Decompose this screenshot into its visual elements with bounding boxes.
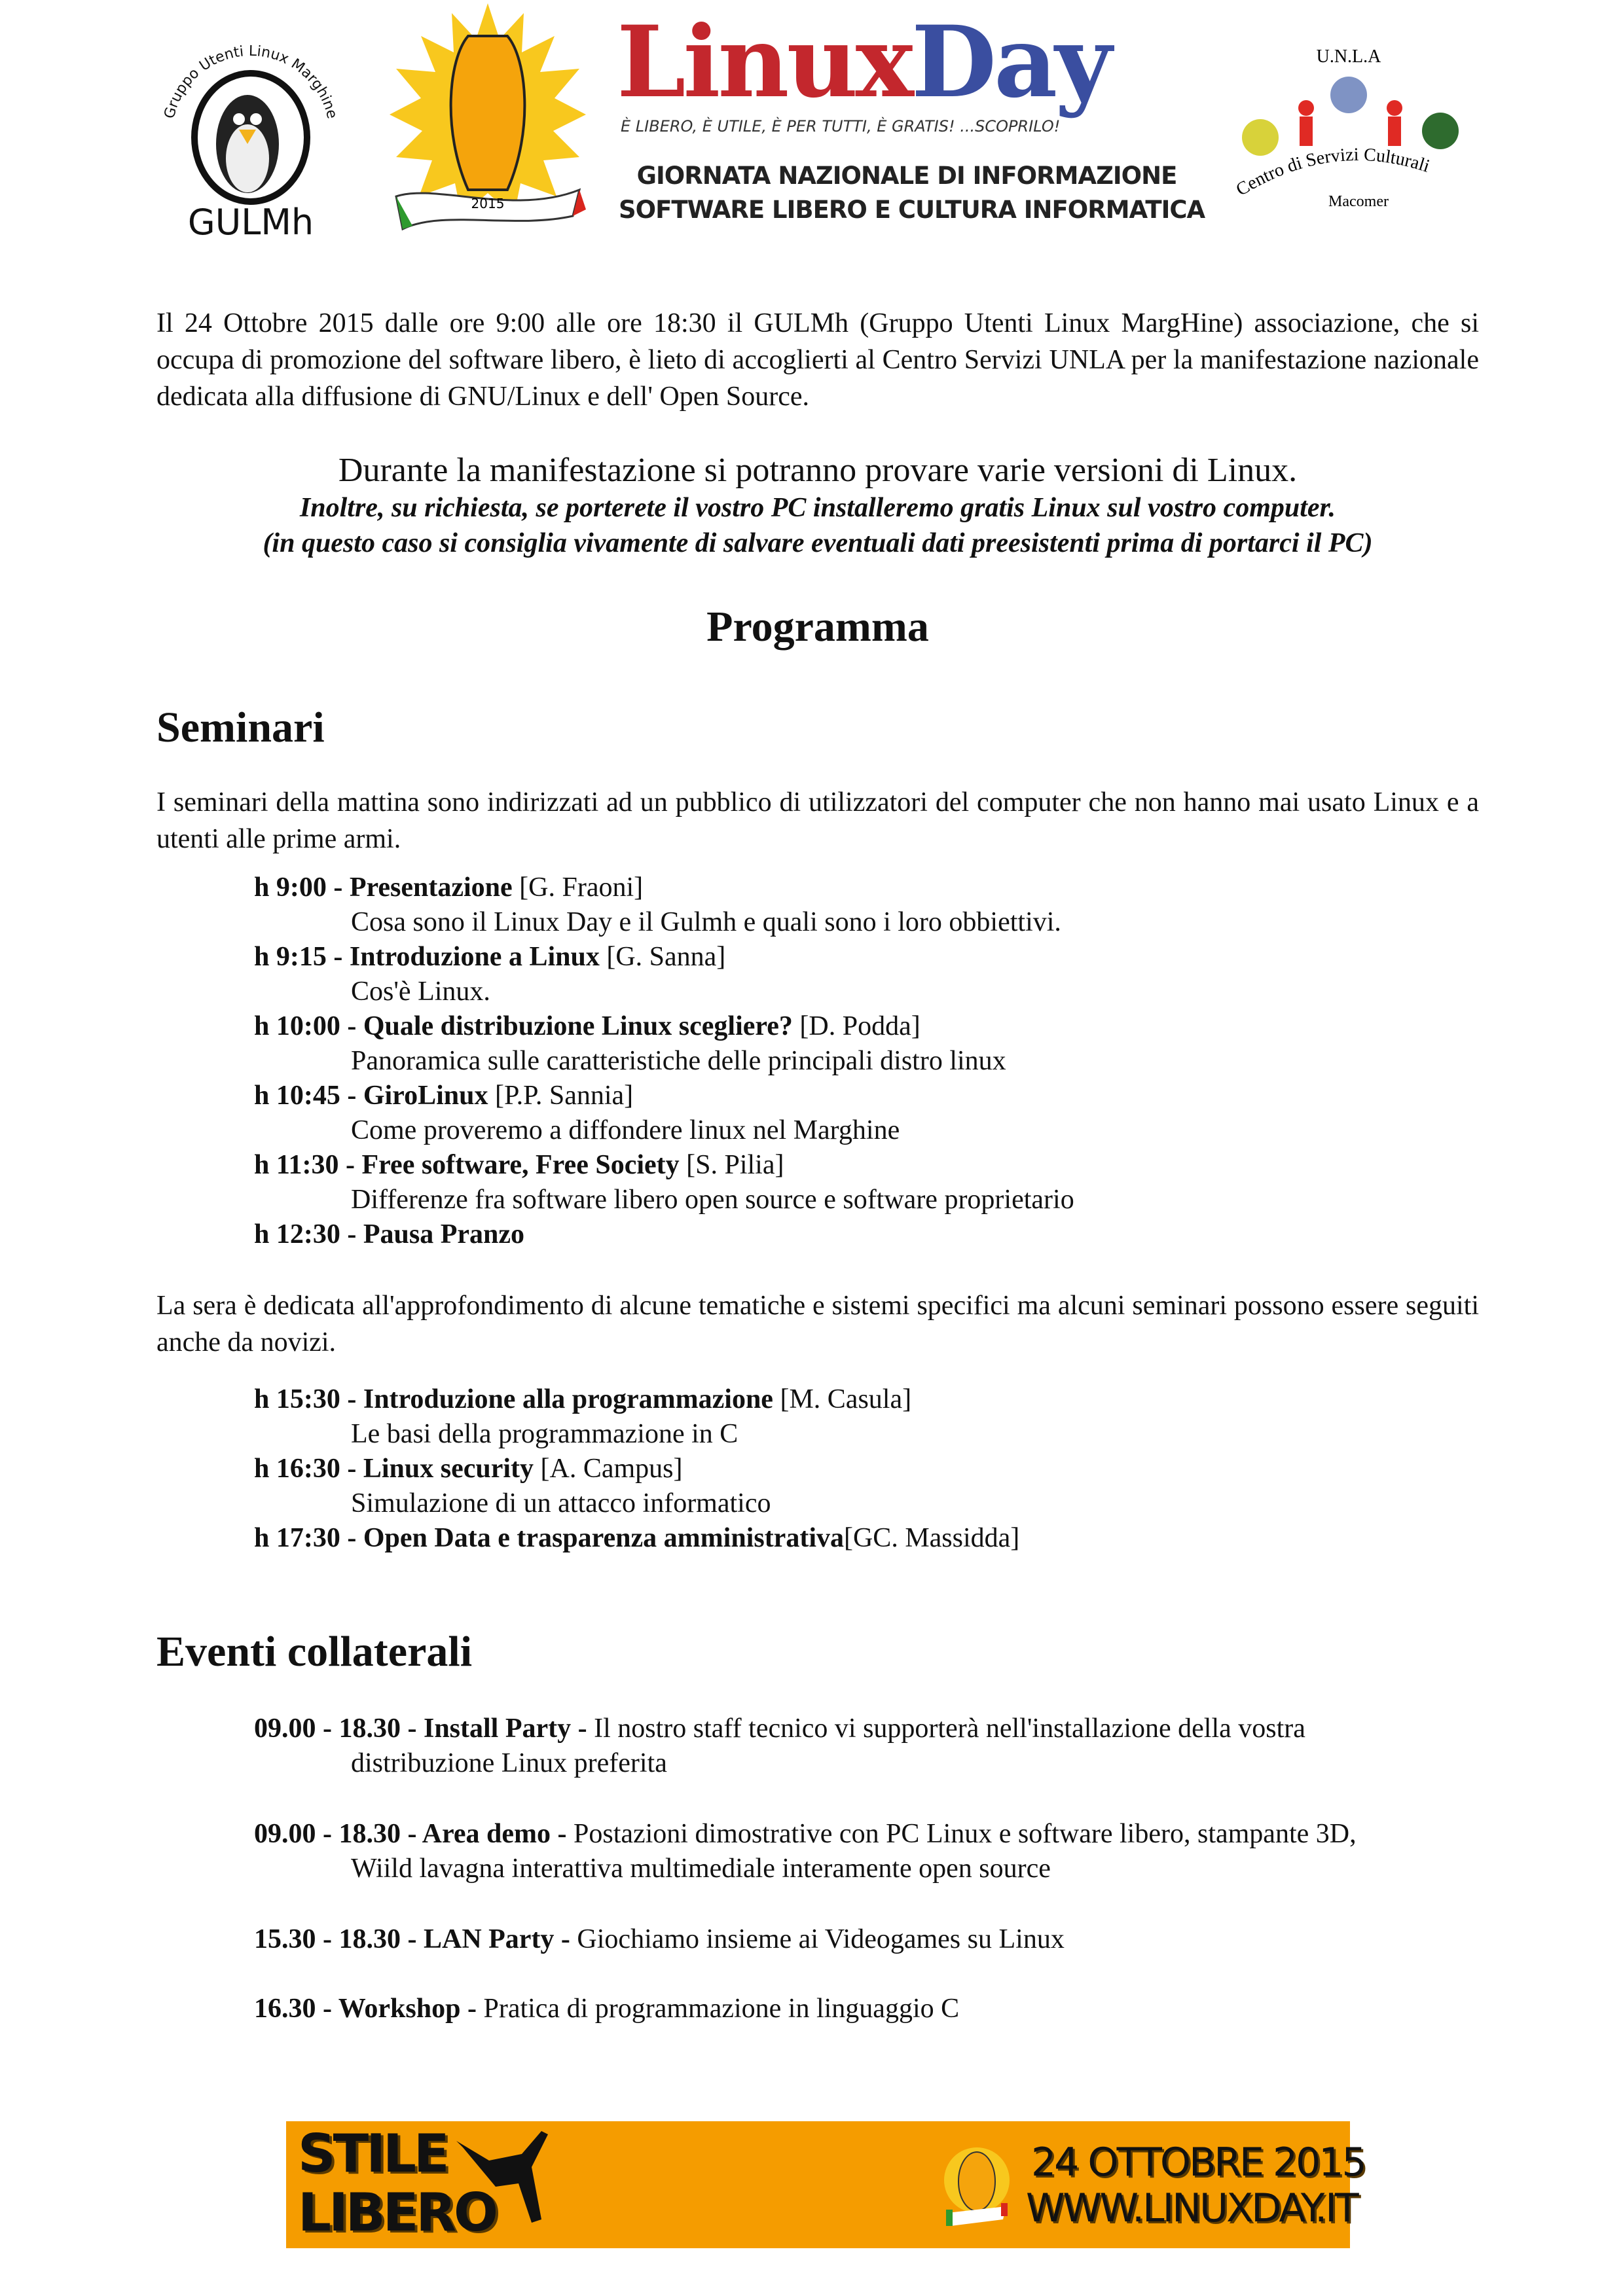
- seminari-evening-intro: La sera è dedicata all'approfondimento di alcune tematiche e sistemi specifici ma alcuni seminari possono essere seguiti anche da novizi.: [156, 1291, 1479, 1357]
- schedule-item: [254, 1382, 1019, 1452]
- svg-text:Gruppo Utenti Linux Marghine: Gruppo Utenti Linux Marghine: [162, 43, 339, 120]
- evening-schedule: [254, 1382, 1019, 1556]
- unla-logo: [1231, 39, 1486, 216]
- svg-text:U.N.L.A: U.N.L.A: [1316, 46, 1381, 67]
- schedule-speaker: [M. Casula]: [773, 1384, 912, 1414]
- schedule-item: [254, 1452, 1019, 1521]
- linuxday-sun-logo: [383, 0, 593, 242]
- schedule-time: h 10:00 -: [254, 1011, 363, 1041]
- event-description: Il nostro staff tecnico vi supporterà nell'installazione della vostra: [594, 1713, 1305, 1744]
- banner-stile: STILE: [298, 2123, 447, 2184]
- svg-text:Centro di Servizi Culturali: Centro di Servizi Culturali: [1232, 144, 1432, 200]
- seminari-morning-intro: I seminari della mattina sono indirizzati ad un pubblico di utilizzatori del computer che non hanno mai usato Linux e a utenti alle prime armi.: [156, 787, 1479, 854]
- highlight-line-1: Durante la manifestazione si potranno provare varie versioni di Linux.: [338, 452, 1298, 489]
- schedule-time: h 11:30 -: [254, 1150, 362, 1180]
- schedule-title: Pausa Pranzo: [363, 1219, 524, 1249]
- schedule-time: h 12:30 -: [254, 1219, 363, 1249]
- schedule-time: h 16:30 -: [254, 1454, 363, 1484]
- schedule-title: Introduzione a Linux: [349, 942, 600, 972]
- schedule-line: [254, 1079, 1074, 1113]
- programma-title: Programma: [706, 603, 929, 651]
- event-item: [254, 1992, 1357, 2026]
- event-description-cont: Wiild lavagna interattiva multimediale interamente open source: [351, 1854, 1051, 1884]
- schedule-speaker: [G. Fraoni]: [512, 872, 644, 903]
- event-item: [254, 1712, 1357, 1781]
- schedule-speaker: [D. Podda]: [792, 1011, 921, 1041]
- schedule-description: Differenze fra software libero open source e software proprietario: [351, 1185, 1074, 1215]
- banner-libero: LIBERO: [298, 2182, 496, 2243]
- header-subtitle-2: SOFTWARE LIBERO E CULTURA INFORMATICA: [619, 196, 1205, 224]
- schedule-description: Simulazione di un attacco informatico: [351, 1488, 771, 1518]
- schedule-line: [254, 870, 1074, 905]
- highlight-line-3: (in questo caso si consiglia vivamente di salvare eventuali dati preesistenti prima di portarci il PC): [263, 528, 1373, 558]
- event-heading: 09.00 - 18.30 - Area demo -: [254, 1819, 574, 1849]
- schedule-description: Le basi della programmazione in C: [351, 1419, 739, 1449]
- event-heading: 16.30 - Workshop -: [254, 1994, 484, 2024]
- schedule-item: [254, 870, 1074, 940]
- schedule-time: h 9:00 -: [254, 872, 350, 903]
- schedule-description: Come proveremo a diffondere linux nel Marghine: [351, 1115, 900, 1145]
- banner-site[interactable]: WWW.LINUXDAY.IT: [1026, 2185, 1357, 2231]
- schedule-item: [254, 940, 1074, 1009]
- schedule-speaker: [P.P. Sannia]: [488, 1081, 634, 1111]
- intro-paragraph: Il 24 Ottobre 2015 dalle ore 9:00 alle ore 18:30 il GULMh (Gruppo Utenti Linux MargHine) associazione, che si occupa di promozione del software libero, è lieto di accoglierti al Centro Servizi UNLA per la manifestazione nazionale dedicata alla diffusione di GNU/Linux e dell' Open Source.: [156, 308, 1479, 412]
- schedule-speaker: [A. Campus]: [534, 1454, 683, 1484]
- schedule-time: h 15:30 -: [254, 1384, 363, 1414]
- schedule-title: Quale distribuzione Linux scegliere?: [363, 1011, 793, 1041]
- schedule-title: Linux security: [363, 1454, 534, 1484]
- schedule-speaker: [S. Pilia]: [679, 1150, 784, 1180]
- schedule-description: Panoramica sulle caratteristiche delle principali distro linux: [351, 1046, 1006, 1076]
- eventi-title: Eventi collaterali: [156, 1628, 473, 1676]
- footer-banner: [286, 2121, 1365, 2248]
- gulmh-logo: [162, 26, 339, 243]
- schedule-speaker: [G. Sanna]: [599, 942, 726, 972]
- svg-text:2015: 2015: [471, 196, 505, 211]
- svg-text:Macomer: Macomer: [1328, 193, 1389, 210]
- eventi-list: [254, 1712, 1357, 2026]
- linuxday-mini-logo-icon: [941, 2141, 1013, 2233]
- event-line: [254, 1712, 1357, 1746]
- header-subtitle-1: GIORNATA NAZIONALE DI INFORMAZIONE: [636, 162, 1177, 190]
- linuxday-word-day: Day: [911, 5, 1110, 120]
- banner-date: 24 OTTOBRE 2015: [1031, 2140, 1365, 2185]
- schedule-item: [254, 1148, 1074, 1217]
- event-description: Postazioni dimostrative con PC Linux e software libero, stampante 3D,: [573, 1819, 1357, 1849]
- schedule-description: Cos'è Linux.: [351, 977, 490, 1007]
- schedule-line: [254, 1009, 1074, 1044]
- schedule-speaker: [GC. Massidda]: [843, 1523, 1020, 1553]
- sun-icon: [383, 0, 593, 242]
- schedule-line: [254, 940, 1074, 975]
- event-line: [254, 1922, 1357, 1957]
- event-heading: 15.30 - 18.30 - LAN Party -: [254, 1924, 577, 1954]
- schedule-description: Cosa sono il Linux Day e il Gulmh e quali sono i loro obbiettivi.: [351, 907, 1061, 937]
- schedule-line: [254, 1382, 1019, 1417]
- event-line: [254, 1992, 1357, 2026]
- schedule-time: h 17:30 -: [254, 1523, 363, 1553]
- schedule-time: h 10:45 -: [254, 1081, 363, 1111]
- schedule-title: Presentazione: [349, 872, 513, 903]
- event-item: [254, 1922, 1357, 1957]
- schedule-title: GiroLinux: [363, 1081, 488, 1111]
- highlight-line-2: Inoltre, su richiesta, se porterete il vostro PC installeremo gratis Linux sul vostro computer.: [299, 493, 1336, 523]
- morning-schedule: [254, 870, 1074, 1252]
- schedule-time: h 9:15 -: [254, 942, 350, 972]
- event-heading: 09.00 - 18.30 - Install Party -: [254, 1713, 594, 1744]
- linuxday-word-linux: Linux: [617, 5, 911, 120]
- schedule-item: [254, 1217, 1074, 1252]
- linuxday-tagline: È LIBERO, È UTILE, È PER TUTTI, È GRATIS! ...SCOPRILO!: [621, 117, 1061, 135]
- schedule-line: [254, 1148, 1074, 1183]
- schedule-item: [254, 1009, 1074, 1079]
- schedule-item: [254, 1521, 1019, 1556]
- event-item: [254, 1817, 1357, 1886]
- schedule-title: Free software, Free Society: [361, 1150, 680, 1180]
- schedule-title: Open Data e trasparenza amministrativa: [363, 1523, 844, 1553]
- seminari-title: Seminari: [156, 704, 325, 751]
- schedule-line: [254, 1452, 1019, 1486]
- schedule-line: [254, 1521, 1019, 1556]
- linuxday-wordmark: [617, 5, 1110, 120]
- event-description: Giochiamo insieme ai Videogames su Linux: [577, 1924, 1065, 1954]
- event-description: Pratica di programmazione in linguaggio C: [483, 1994, 960, 2024]
- schedule-line: [254, 1217, 1074, 1252]
- event-line: [254, 1817, 1357, 1852]
- schedule-item: [254, 1079, 1074, 1148]
- schedule-title: Introduzione alla programmazione: [363, 1384, 773, 1414]
- gulmh-logo-name: GULMh: [187, 202, 314, 243]
- unla-people-icon: [1231, 39, 1486, 216]
- event-description-cont: distribuzione Linux preferita: [351, 1748, 667, 1778]
